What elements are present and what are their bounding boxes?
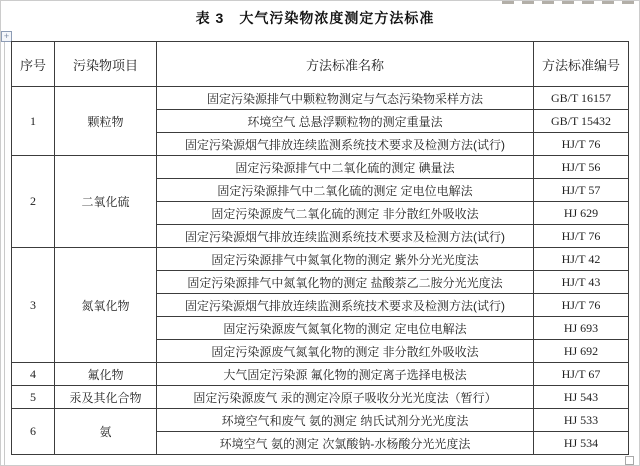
table-row — [12, 87, 629, 110]
table-row — [12, 363, 629, 386]
method-code-cell: HJ/T 76 — [534, 133, 629, 156]
method-name-cell: 大气固定污染源 氟化物的测定离子选择电极法 — [157, 363, 534, 386]
method-name-cell: 环境空气 总悬浮颗粒物的测定重量法 — [157, 110, 534, 133]
method-name-cell: 固定污染源烟气排放连续监测系统技术要求及检测方法(试行) — [157, 294, 534, 317]
method-name-cell: 固定污染源废气氮氧化物的测定 非分散红外吸收法 — [157, 340, 534, 363]
method-code-cell: HJ 629 — [534, 202, 629, 225]
table-resize-handle[interactable] — [625, 456, 634, 465]
column-header-method-name: 方法标准名称 — [157, 42, 534, 87]
pollutant-cell: 颗粒物 — [55, 87, 157, 156]
pollutant-cell: 汞及其化合物 — [55, 386, 157, 409]
method-name-cell: 固定污染源排气中氮氧化物的测定 紫外分光光度法 — [157, 248, 534, 271]
standards-table — [11, 41, 629, 455]
row-no-cell: 4 — [12, 363, 55, 386]
table-row — [12, 386, 629, 409]
method-code-cell: GB/T 16157 — [534, 87, 629, 110]
method-code-cell: HJ 534 — [534, 432, 629, 455]
method-name-cell: 环境空气和废气 氨的测定 纳氏试剂分光光度法 — [157, 409, 534, 432]
method-name-cell: 环境空气 氨的测定 次氯酸钠-水杨酸分光光度法 — [157, 432, 534, 455]
method-name-cell: 固定污染源排气中氮氧化物的测定 盐酸萘乙二胺分光光度法 — [157, 271, 534, 294]
page-edge-line — [4, 31, 5, 465]
method-name-cell: 固定污染源排气中二氧化硫的测定 定电位电解法 — [157, 179, 534, 202]
method-code-cell: GB/T 15432 — [534, 110, 629, 133]
method-code-cell: HJ 693 — [534, 317, 629, 340]
table-move-handle-icon[interactable]: + — [1, 31, 12, 42]
method-code-cell: HJ/T 42 — [534, 248, 629, 271]
method-name-cell: 固定污染源排气中二氧化硫的测定 碘量法 — [157, 156, 534, 179]
method-code-cell: HJ/T 57 — [534, 179, 629, 202]
pollutant-cell: 二氧化硫 — [55, 156, 157, 248]
header-row — [12, 42, 629, 87]
method-code-cell: HJ/T 76 — [534, 225, 629, 248]
row-no-cell: 1 — [12, 87, 55, 156]
method-code-cell: HJ 543 — [534, 386, 629, 409]
row-no-cell: 3 — [12, 248, 55, 363]
row-no-cell: 2 — [12, 156, 55, 248]
method-code-cell: HJ/T 76 — [534, 294, 629, 317]
method-code-cell: HJ/T 56 — [534, 156, 629, 179]
method-code-cell: HJ/T 43 — [534, 271, 629, 294]
pollutant-cell: 氨 — [55, 409, 157, 455]
method-name-cell: 固定污染源烟气排放连续监测系统技术要求及检测方法(试行) — [157, 225, 534, 248]
row-no-cell: 5 — [12, 386, 55, 409]
method-name-cell: 固定污染源废气氮氧化物的测定 定电位电解法 — [157, 317, 534, 340]
column-header-method-code: 方法标准编号 — [534, 42, 629, 87]
method-name-cell: 固定污染源废气二氧化硫的测定 非分散红外吸收法 — [157, 202, 534, 225]
column-header-no: 序号 — [12, 42, 55, 87]
method-code-cell: HJ/T 67 — [534, 363, 629, 386]
method-code-cell: HJ 692 — [534, 340, 629, 363]
method-code-cell: HJ 533 — [534, 409, 629, 432]
table-title: 表 3 大气污染物浓度测定方法标准 — [195, 10, 435, 26]
method-name-cell: 固定污染源排气中颗粒物测定与气态污染物采样方法 — [157, 87, 534, 110]
table-row — [12, 248, 629, 271]
table-row — [12, 156, 629, 179]
column-header-pollutant: 污染物项目 — [55, 42, 157, 87]
method-name-cell: 固定污染源废气 汞的测定冷原子吸收分光光度法（暂行） — [157, 386, 534, 409]
pollutant-cell: 氮氧化物 — [55, 248, 157, 363]
table-row — [12, 409, 629, 432]
row-no-cell: 6 — [12, 409, 55, 455]
method-name-cell: 固定污染源烟气排放连续监测系统技术要求及检测方法(试行) — [157, 133, 534, 156]
cropped-text-remnant — [502, 1, 634, 4]
pollutant-cell: 氟化物 — [55, 363, 157, 386]
